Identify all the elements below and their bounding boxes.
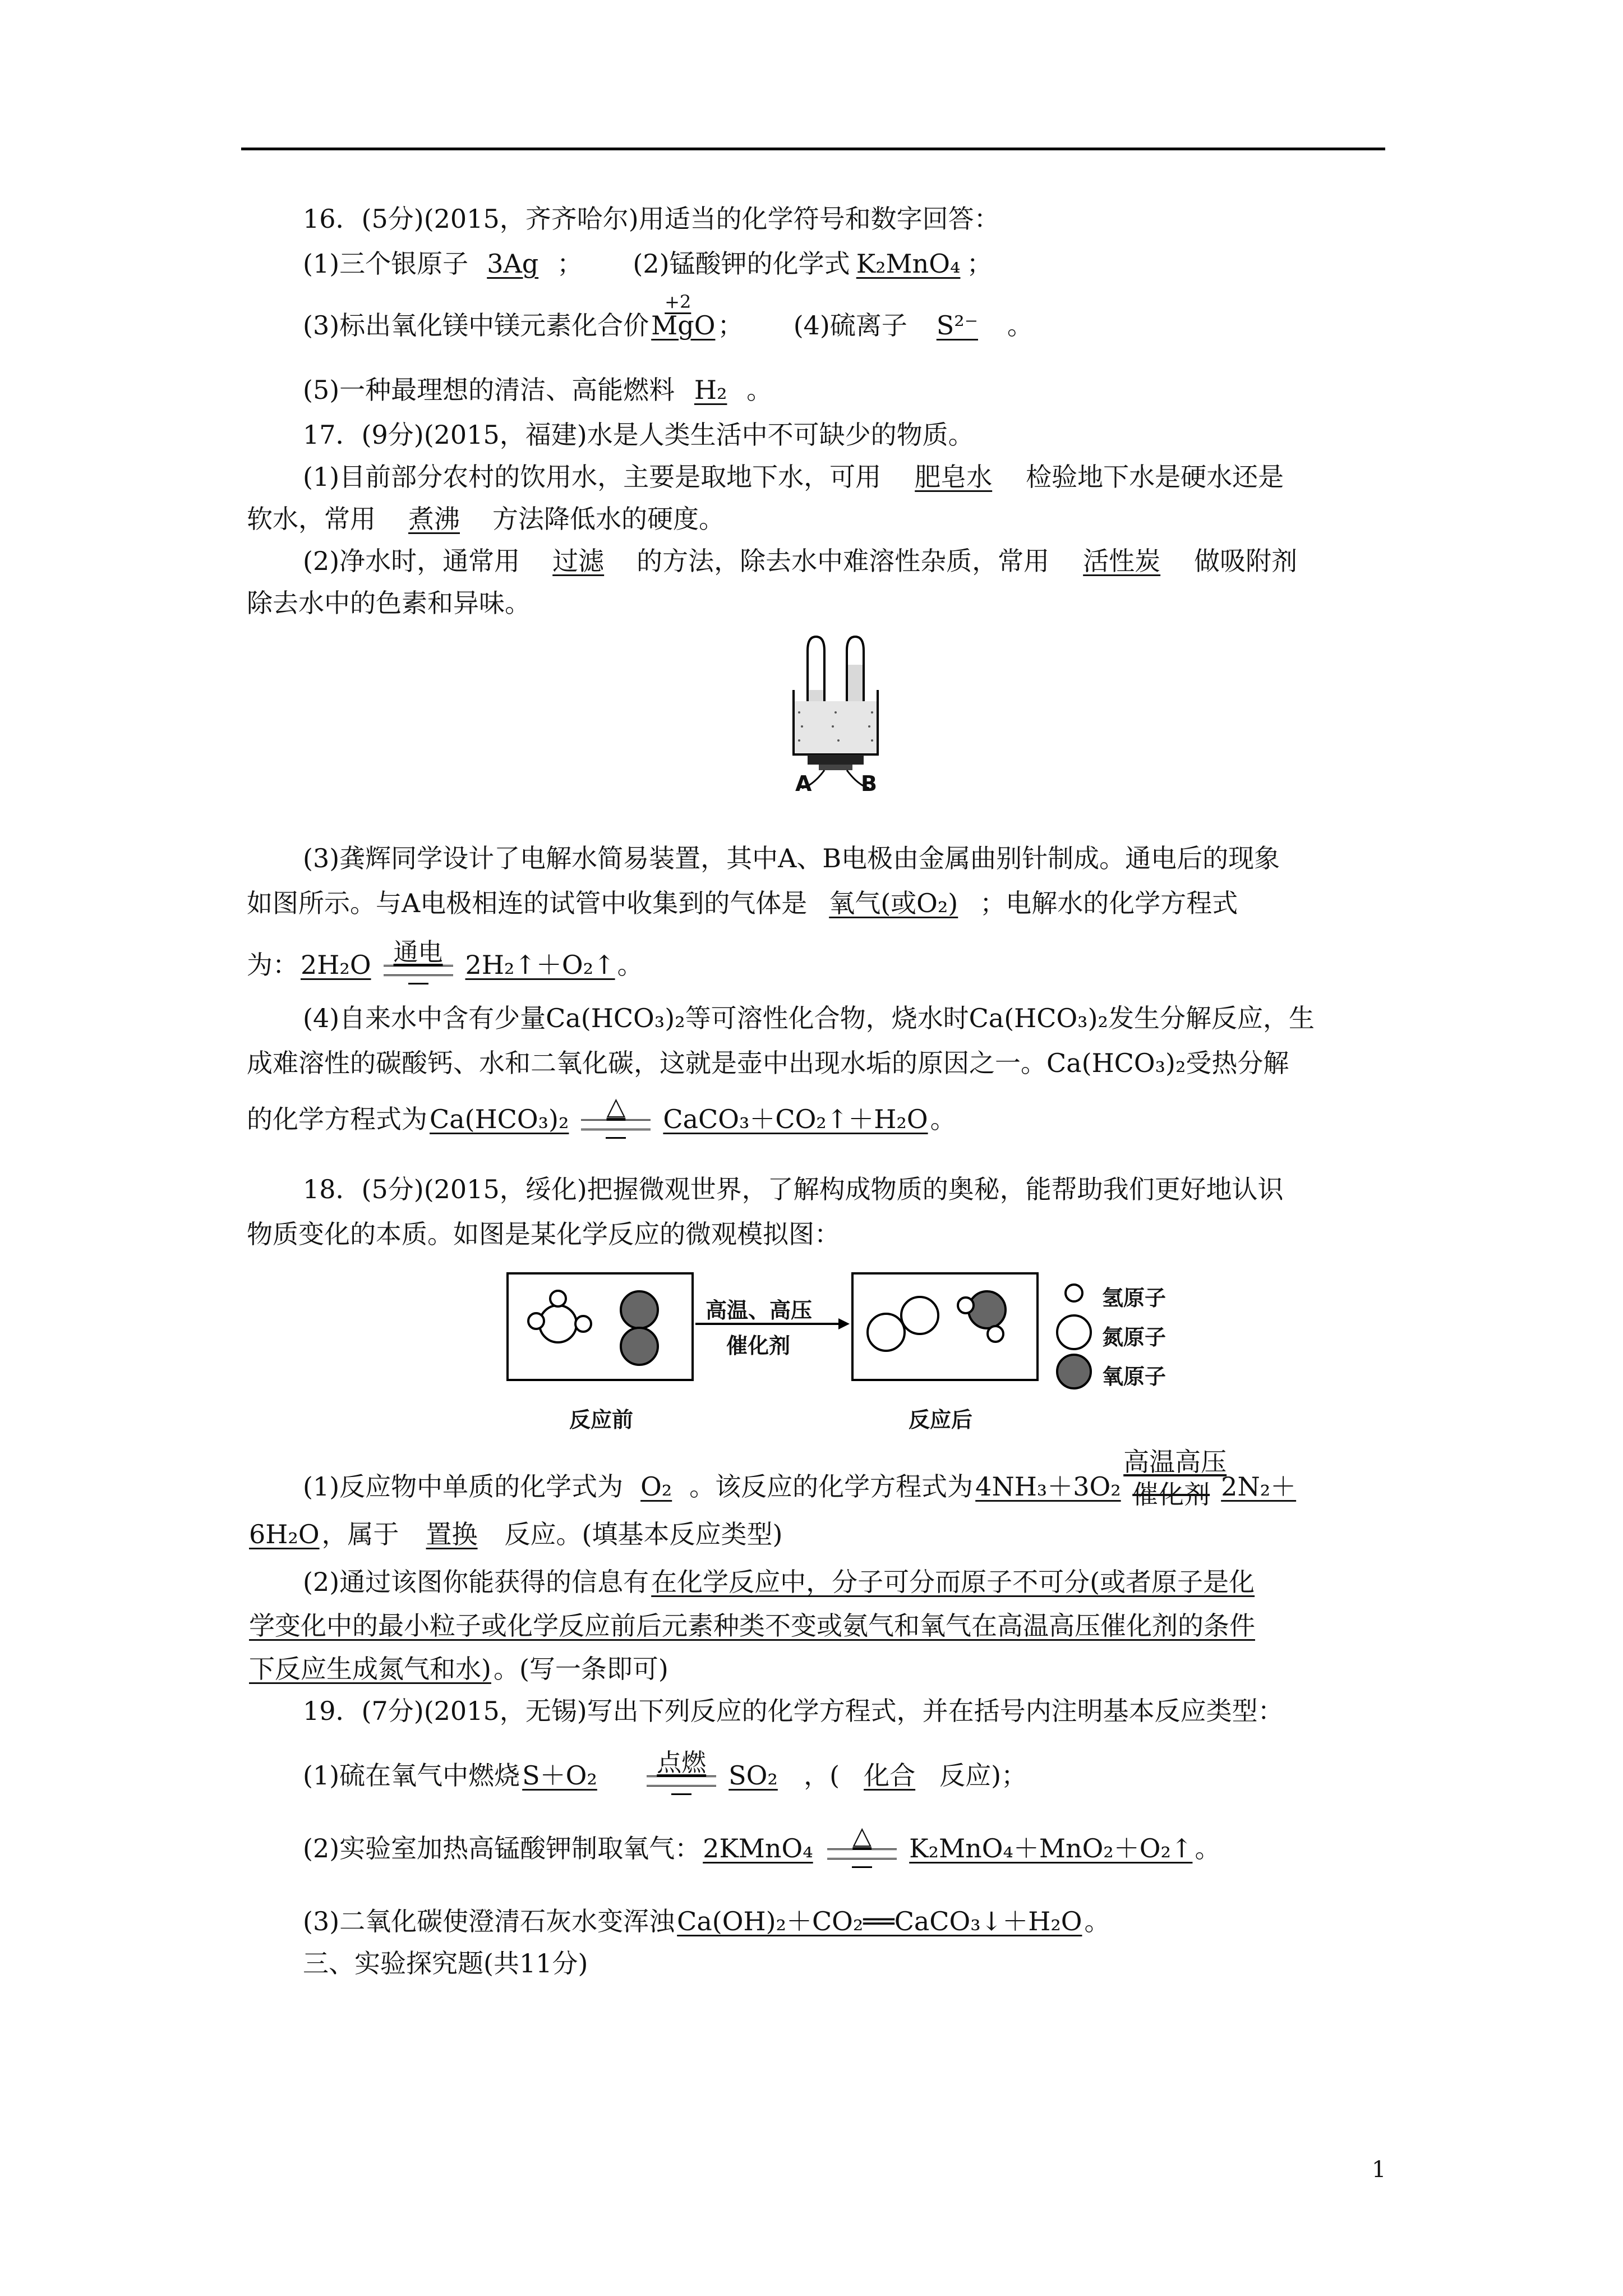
q16-answer-4: S²⁻ [936, 310, 978, 341]
electrode-label-b: B [861, 771, 877, 796]
section-3-title: 三、实验探究题(共11分) [303, 1948, 588, 1978]
q18-heading-2: 物质变化的本质。如图是某化学反应的微观模拟图： [247, 1219, 840, 1249]
q18-line3: (2)通过该图你能获得的信息有在化学反应中，分子可分而原子不可分(或者原子是化 [303, 1565, 1257, 1599]
q18-answer-2: 置换 [426, 1519, 478, 1549]
arrow-condition-bottom: 催化剂 [726, 1333, 791, 1358]
q17-line7: 为：2H₂O 通电 2H₂↑＋O₂↑。 [247, 948, 643, 984]
q19-eq2-right: K₂MnO₄＋MnO₂＋O₂↑ [909, 1833, 1193, 1864]
q16-line3: (5)一种最理想的清洁、高能燃料 H₂ 。 [303, 373, 772, 407]
q17-line2: 软水，常用 煮沸 方法降低水的硬度。 [247, 502, 725, 536]
q17-eq1-left: 2H₂O [301, 950, 371, 980]
q17-answer-1: 肥皂水 [915, 462, 993, 492]
condition-heat: △ [577, 1105, 655, 1138]
q19-eq1-right: SO₂ [728, 1760, 778, 1791]
q18-answer-3-l2: 学变化中的最小粒子或化学反应前后元素种类不变或氨气和氧气在高温高压催化剂的条件 [249, 1611, 1255, 1641]
q19-answer-1: 化合 [864, 1760, 916, 1791]
q17-line6: 如图所示。与A电极相连的试管中收集到的气体是 氧气(或O₂) ；电解水的化学方程式 [247, 886, 1238, 920]
arrow-condition-top: 高温、高压 [706, 1298, 813, 1323]
q18-answer-3-l1: 在化学反应中，分子可分而原子不可分(或者原子是化 [651, 1567, 1255, 1597]
q16-line1: (1)三个银原子 3Ag ； (2)锰酸钾的化学式 K₂MnO₄ ； [303, 247, 993, 280]
q18-line5: 下反应生成氮气和水)。(写一条即可) [247, 1652, 668, 1686]
condition-high-temp-pressure: 高温高压 催化剂 [1123, 1447, 1227, 1510]
q17-eq2-left: Ca(HCO₃)₂ [430, 1104, 569, 1134]
q17-line3: (2)净水时，通常用 过滤 的方法，除去水中难溶性杂质，常用 活性炭 做吸附剂 [303, 544, 1297, 578]
q16-line2: (3)标出氧化镁中镁元素化合价 +2 MgO； (4)硫离子 S²⁻ 。 [303, 309, 1033, 342]
q17-line5: (3)龚辉同学设计了电解水简易装置，其中A、B电极由金属曲别针制成。通电后的现象 [303, 843, 1280, 873]
q19-line2: (2)实验室加热高锰酸钾制取氧气：2KMnO₄ △ K₂MnO₄＋MnO₂＋O₂↑。 [303, 1832, 1220, 1867]
q18-line4 [247, 1609, 1257, 1642]
valence-mark: +2 [665, 291, 691, 312]
legend-oxygen: 氧原子 [1102, 1364, 1166, 1389]
header-rule [241, 148, 1385, 150]
q18-eq-right1: 2N₂＋ [1221, 1471, 1297, 1502]
q17-answer-3: 过滤 [552, 546, 605, 576]
q18-answer-3-l3: 下反应生成氮气和水) [249, 1654, 491, 1684]
q18-eq-right2: 6H₂O [249, 1519, 320, 1549]
q16-answer-5: H₂ [694, 375, 727, 405]
q16-answer-2: K₂MnO₄ [856, 249, 961, 279]
q19-eq3: Ca(OH)₂＋CO₂══CaCO₃↓＋H₂O [677, 1906, 1082, 1936]
q17-eq1-right: 2H₂↑＋O₂↑ [465, 950, 615, 980]
q18-eq-left: 4NH₃＋3O₂ [975, 1471, 1121, 1502]
legend-hydrogen: 氢原子 [1102, 1286, 1166, 1310]
q16-answer-3: +2 MgO [649, 309, 717, 342]
q17-line9: 成难溶性的碳酸钙、水和二氧化碳，这就是壶中出现水垢的原因之一。Ca(HCO₃)₂受热分解 [247, 1048, 1289, 1078]
q18-line2: 6H₂O，属于 置换 反应。(填基本反应类型) [247, 1517, 782, 1551]
q17-answer-5: 氧气(或O₂) [829, 888, 958, 918]
q19-heading: 19．(7分)(2015，无锡)写出下列反应的化学方程式，并在括号内注明基本反应类型： [303, 1696, 1284, 1726]
q19-eq2-left: 2KMnO₄ [703, 1833, 813, 1864]
q17-eq2-right: CaCO₃＋CO₂↑＋H₂O [663, 1104, 928, 1134]
q17-line4: 除去水中的色素和异味。 [247, 588, 531, 618]
q16-heading: 16．(5分)(2015，齐齐哈尔)用适当的化学符号和数字回答： [303, 204, 1000, 234]
q19-line1: (1)硫在氧气中燃烧S＋O₂ 点燃 SO₂ ，( 化合 反应)； [303, 1759, 1027, 1795]
condition-heat-2: △ [823, 1834, 901, 1867]
legend-nitrogen: 氮原子 [1102, 1325, 1166, 1350]
q17-answer-4: 活性炭 [1083, 546, 1161, 576]
q18-answer-1: O₂ [640, 1471, 672, 1502]
q18-line1: (1)反应物中单质的化学式为 O₂ 。该反应的化学方程式为4NH₃＋3O₂ 高温高压 催化剂 2N₂＋ [303, 1470, 1298, 1506]
q16-answer-1: 3Ag [487, 249, 539, 279]
q17-line10: 的化学方程式为Ca(HCO₃)₂ △ CaCO₃＋CO₂↑＋H₂O。 [247, 1102, 956, 1138]
electrode-label-a: A [795, 771, 812, 796]
q19-eq1-left: S＋O₂ [522, 1760, 597, 1791]
q19-line3: (3)二氧化碳使澄清石灰水变浑浊Ca(OH)₂＋CO₂══CaCO₃↓＋H₂O。 [303, 1904, 1110, 1938]
q18-heading: 18．(5分)(2015，绥化)把握微观世界，了解构成物质的奥秘，能帮助我们更好地认识 [303, 1174, 1284, 1204]
q17-answer-2: 煮沸 [408, 504, 460, 534]
q17-line8: (4)自来水中含有少量Ca(HCO₃)₂等可溶性化合物，烧水时Ca(HCO₃)₂发生分解反应，生 [303, 1003, 1315, 1033]
label-before: 反应前 [569, 1407, 634, 1432]
label-after: 反应后 [909, 1407, 973, 1432]
q17-line1: (1)目前部分农村的饮用水，主要是取地下水，可用 肥皂水 检验地下水是硬水还是 [303, 460, 1284, 494]
page-number: 1 [1372, 2157, 1386, 2183]
condition-electrolysis: 通电 [379, 950, 458, 984]
condition-ignite: 点燃 [642, 1761, 721, 1795]
q17-heading: 17．(9分)(2015，福建)水是人类生活中不可缺少的物质。 [303, 420, 974, 450]
